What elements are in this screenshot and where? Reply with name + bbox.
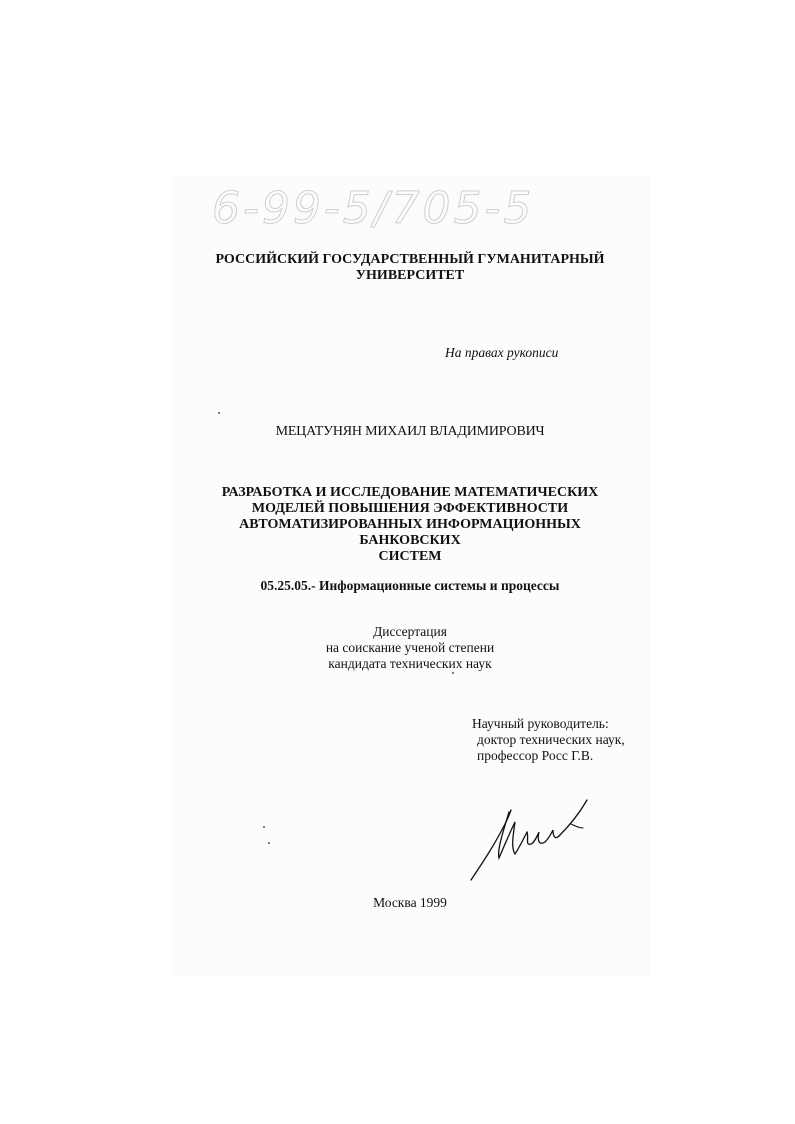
degree-line-2: на соискание ученой степени <box>325 640 495 655</box>
degree-statement <box>250 624 570 672</box>
degree-line-1: Диссертация <box>373 624 447 639</box>
university-name-line-1: РОССИЙСКИЙ ГОСУДАРСТВЕННЫЙ ГУМАНИТАРНЫЙ <box>215 252 605 267</box>
scan-speck <box>268 842 270 844</box>
title-line-1: РАЗРАБОТКА И ИССЛЕДОВАНИЕ МАТЕМАТИЧЕСКИХ <box>221 485 599 500</box>
scan-speck <box>218 412 220 414</box>
handwritten-signature <box>465 792 595 887</box>
library-stamp <box>212 183 542 243</box>
city-year: Москва 1999 <box>373 895 447 910</box>
supervisor-name: профессор Росс Г.В. <box>477 748 594 763</box>
degree-line-3: кандидата технических наук <box>328 656 492 671</box>
scan-speck <box>263 826 265 828</box>
author-name: МЕЦАТУНЯН МИХАИЛ ВЛАДИМИРОВИЧ <box>275 424 545 439</box>
title-line-2: МОДЕЛЕЙ ПОВЫШЕНИЯ ЭФФЕКТИВНОСТИ <box>251 501 569 516</box>
title-line-4: СИСТЕМ <box>378 549 442 564</box>
scan-speck <box>452 672 454 674</box>
university-name-line-2: УНИВЕРСИТЕТ <box>355 268 465 283</box>
supervisor-label: Научный руководитель: <box>472 716 609 731</box>
supervisor-block <box>472 716 652 764</box>
university-name <box>200 252 620 284</box>
manuscript-note: На правах рукописи <box>445 345 559 360</box>
title-line-3: АВТОМАТИЗИРОВАННЫХ ИНФОРМАЦИОННЫХ БАНКОВСКИХ <box>239 517 581 548</box>
supervisor-degree: доктор технических наук, <box>477 732 625 747</box>
specialty-code: 05.25.05.- Информационные системы и процессы <box>260 578 560 593</box>
stamp-number: 6-99-5/705-5 <box>212 183 535 234</box>
dissertation-title <box>200 485 620 565</box>
